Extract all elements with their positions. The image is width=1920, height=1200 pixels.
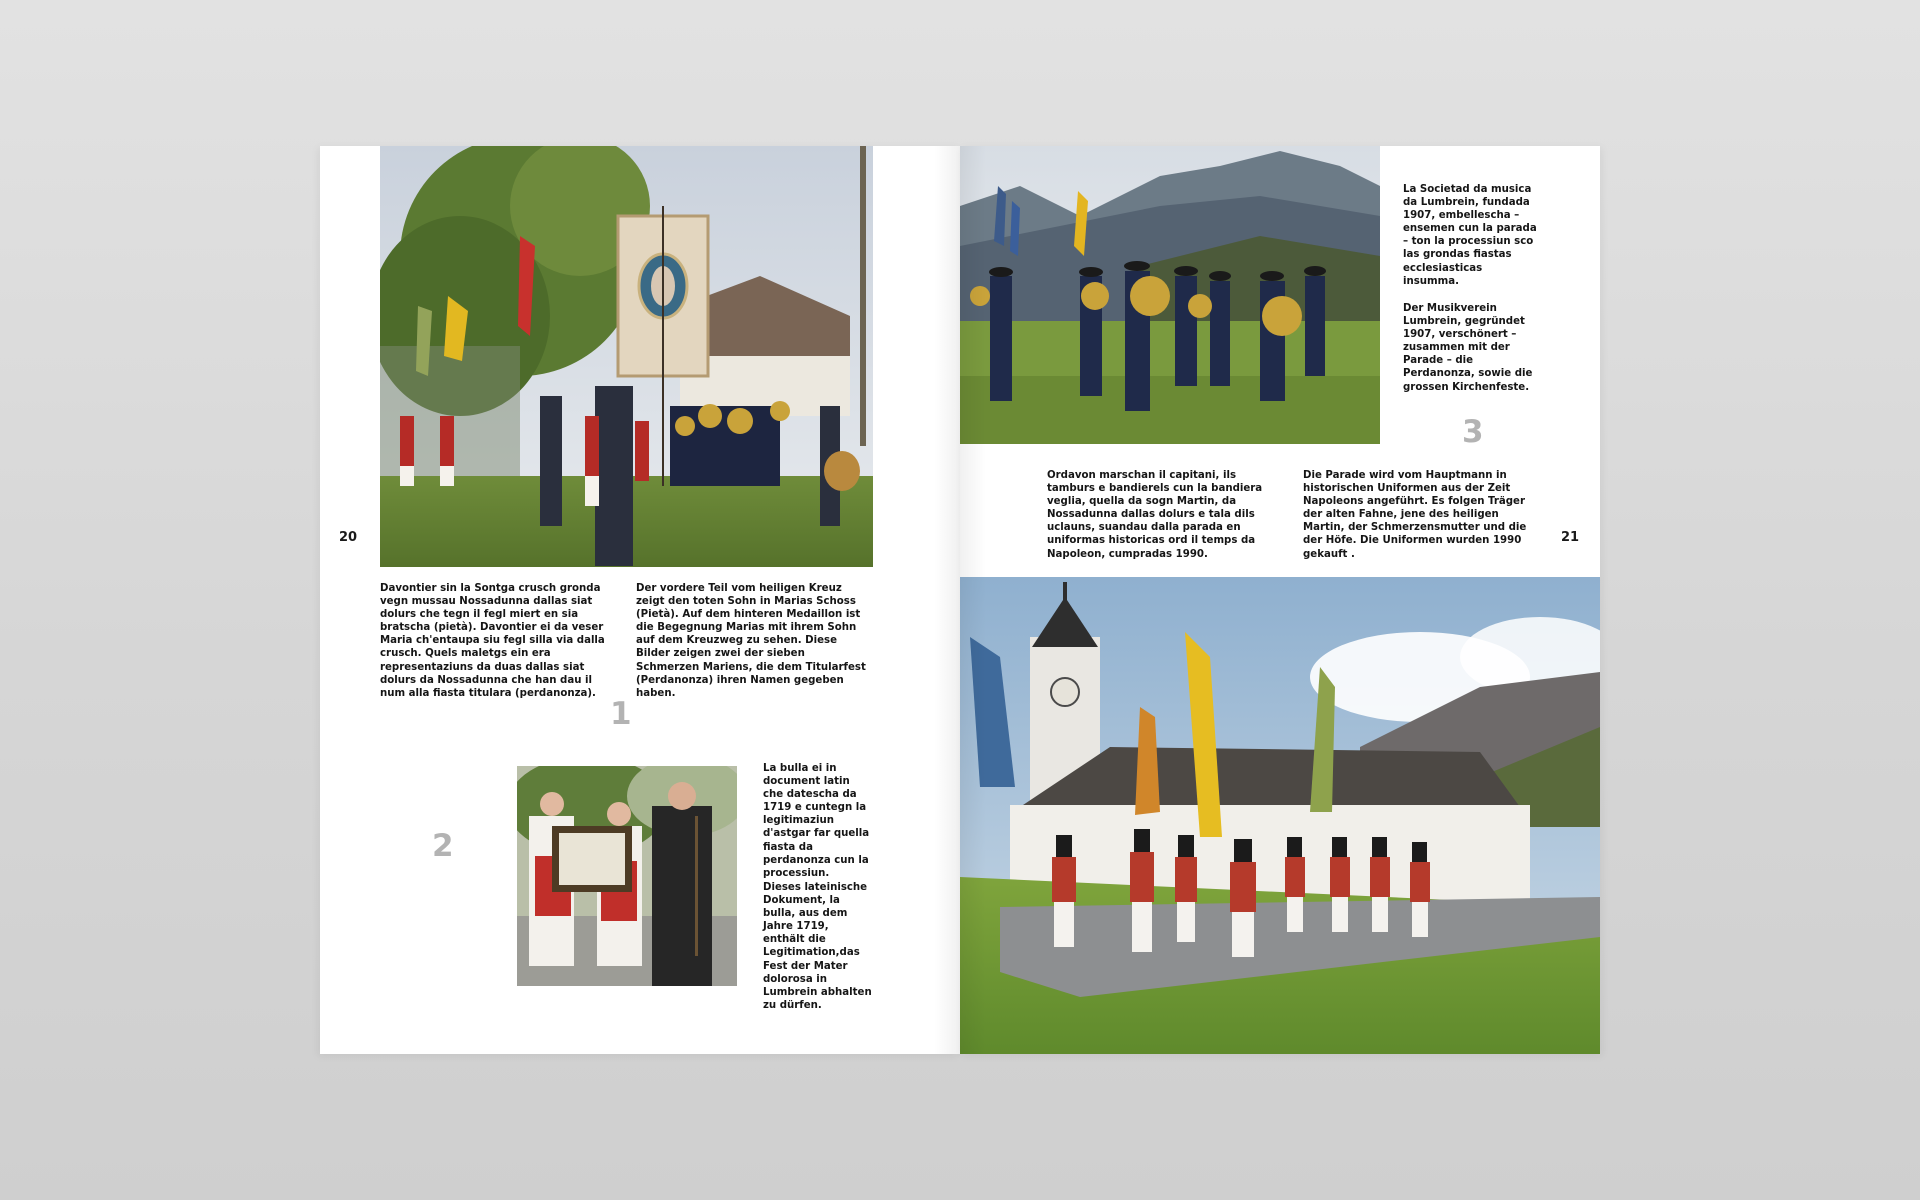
caption-2-romansh: La bulla ei in document latin che datescha da 1719 e cuntegn la legitimaziun d'astgar far quella fiasta da perdanonza cun la processiun.	[763, 763, 870, 879]
caption-3-german: Der Musikverein Lumbrein, gegründet 1907, verschönert – zusammen mit der Parade – die Perdanonza, sowie die grossen Kirchenfeste.	[1403, 303, 1533, 393]
gutter-shadow-left	[934, 146, 960, 1054]
photo-procession-banner	[380, 146, 873, 567]
figure-marker-1: 1	[610, 696, 632, 732]
caption-1-german: Der vordere Teil vom heiligen Kreuz zeigt den toten Sohn in Marias Schoss (Pietà). Auf dem hinteren Medaillon ist die Begegnung Marias mit ihrem Sohn auf dem Kreuzweg zu sehen. Diese Bilder zeigen zwei der sieben Schmerzen Mariens, die dem Titularfest (Perdanonza) ihren Namen gegeben haben.	[636, 583, 866, 699]
left-page	[320, 146, 960, 1054]
caption-4-romansh: Ordavon marschan il capitani, ils tamburs e bandierels cun la bandiera veglia, quella da sogn Martin, da Nossadunna dallas dolurs e tala dils uclauns, suandau dalla parada en uniformas historicas ord il temps da Napoleon, cumpradas 1990.	[1047, 470, 1263, 560]
photo-brass-band	[960, 146, 1380, 444]
figure-marker-3: 3	[1462, 414, 1484, 450]
figure-marker-2: 2	[432, 828, 454, 864]
caption-3-romansh: La Societad da musica da Lumbrein, fundada 1907, embellescha – ensemen cun la parada – ton la processiun sco las grondas fiastas ecclesiasticas insumma.	[1403, 184, 1537, 287]
page-number-left: 20	[339, 530, 358, 545]
caption-4-german: Die Parade wird vom Hauptmann in historischen Uniformen aus der Zeit Napoleons angeführt. Es folgen Träger der alten Fahne, jene des heiligen Martin, der Schmerzensmutter und die der Höfe. Die Uniformen wurden 1990 gekauft .	[1303, 470, 1527, 560]
caption-1-romansh: Davontier sin la Sontga crusch gronda vegn mussau Nossadunna dallas siat dolurs che tegn il fegl miert en sia bratscha (pietà). Davontier ei da veser Maria ch'entaupa siu fegl silla via dalla crusch. Quels maletgs ein era representaziuns da duas dallas siat dolurs da Nossadunna che han dau il num alla fiasta titulara (perdanonza).	[380, 583, 605, 699]
photo-bulla-document	[517, 766, 737, 986]
caption-2-german: Dieses lateinische Dokument, la bulla, aus dem Jahre 1719, enthält die Legitimation,das Fest der Mater dolorosa in Lumbrein abhalten zu dürfen.	[763, 882, 872, 1011]
page-number-right: 21	[1561, 530, 1580, 545]
right-page	[960, 146, 1600, 1054]
photo-grenadier-parade	[960, 577, 1600, 1054]
